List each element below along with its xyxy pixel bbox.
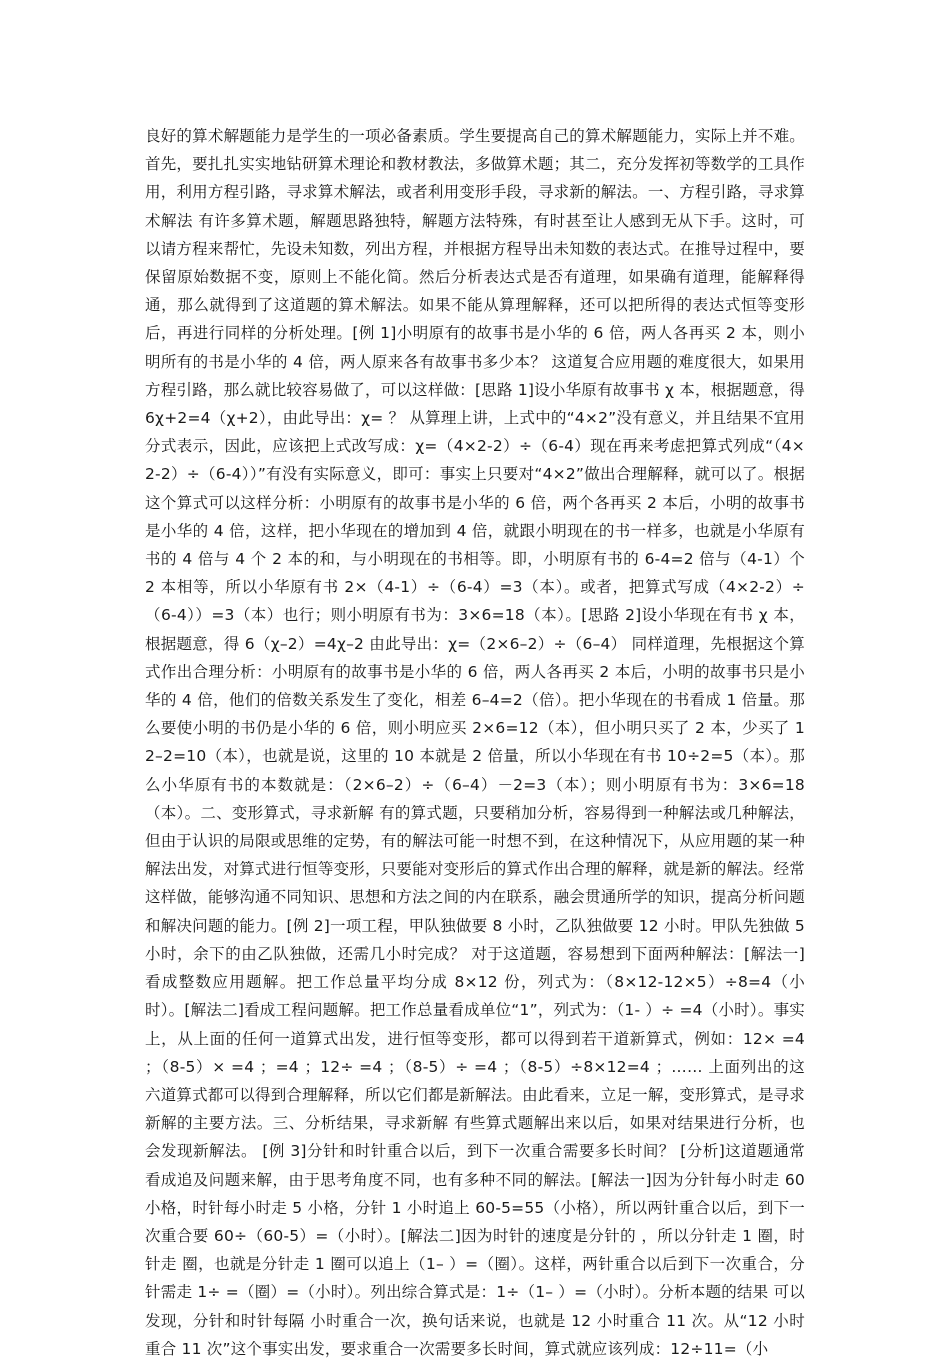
document-body-text: 良好的算术解题能力是学生的一项必备素质。学生要提高自己的算术解题能力，实际上并不难。首先，要扎扎实实地钻研算术理论和教材教法，多做算术题；其二，充分发挥初等数学的工具作用，利用方程引路，寻求算术解法，或者利用变形手段，寻求新的解法。一、方程引路，寻求算术解法 有许多算术题，解题思路独特，解题方法特殊，有时甚至让人感到无从下手。这时，可以请方程来帮忙，先设未知数，列出方程，并根据方程导出未知数的表达式。在推导过程中，要保留原始数据不变，原则上不能化简。然后分析表达式是否有道理，如果确有道理，能解释得通，那么就得到了这道题的算术解法。如果不能从算理解释，还可以把所得的表达式恒等变形后，再进行同样的分析处理。[例 1]小明原有的故事书是小华的 6 倍，两人各再买 2 本，则小明所有的书是小华的 4 倍，两人原来各有故事书多少本？ 这道复合应用题的难度很大，如果用方程引路，那么就比较容易做了，可以这样做：[思路 1]设小华原有故事书 χ 本，根据题意，得 6χ+2=4（χ+2），由此导出：χ= ？ 从算理上讲，上式中的“4×2”没有意义，并且结果不宜用分式表示，因此，应该把上式改写成：χ=（4×2-2）÷（6-4）现在再来考虑把算式列成“（4×2-2）÷（6-4））”有没有实际意义，即可：事实上只要对“4×2”做出合理解释，就可以了。根据这个算式可以这样分析：小明原有的故事书是小华的 6 倍，两个各再买 2 本后，小明的故事书是小华的 4 倍，这样，把小华现在的增加到 4 倍，就跟小明现在的书一样多，也就是小华原有书的 4 倍与 4 个 2 本的和，与小明现在的书相等。即，小明原有书的 6-4=2 倍与（4-1）个 2 本相等，所以小华原有书 2×（4-1）÷（6-4）=3（本）。或者，把算式写成（4×2-2）÷（6-4））=3（本）也行；则小明原有书为：3×6=18（本）。[思路 2]设小华现在有书 χ 本，根据题意，得 6（χ–2）=4χ–2 由此导出：χ=（2×6–2）÷（6–4） 同样道理，先根据这个算式作出合理分析：小明原有的故事书是小华的 6 倍，两人各再买 2 本后，小明的故事书只是小华的 4 倍，他们的倍数关系发生了变化，相差 6–4=2（倍）。把小华现在的书看成 1 倍量。那么要使小明的书仍是小华的 6 倍，则小明应买 2×6=12（本），但小明只买了 2 本，少买了 12–2=10（本），也就是说，这里的 10 本就是 2 倍量，所以小华现在有书 10÷2=5（本）。那么小华原有书的本数就是：（2×6–2）÷（6–4）－2=3（本）；则小明原有书为：3×6=18（本）。二、变形算式，寻求新解 有的算式题，只要稍加分析，容易得到一种解法或几种解法，但由于认识的局限或思维的定势，有的解法可能一时想不到，在这种情况下，从应用题的某一种解法出发，对算式进行恒等变形，只要能对变形后的算式作出合理的解释，就是新的解法。经常这样做，能够沟通不同知识、思想和方法之间的内在联系，融会贯通所学的知识，提高分析问题和解决问题的能力。[例 2]一项工程，甲队独做要 8 小时，乙队独做要 12 小时。甲队先独做 5 小时，余下的由乙队独做，还需几小时完成？ 对于这道题，容易想到下面两种解法：[解法一]看成整数应用题解。把工作总量平均分成 8×12 份，列式为：（8×12-12×5）÷8=4（小时）。[解法二]看成工程问题解。把工作总量看成单位“1”，列式为：（1- ）÷ =4（小时）。事实上，从上面的任何一道算式出发，进行恒等变形，都可以得到若干道新算式，例如：12× =4 ；（8-5）× =4 ；=4 ；12÷ =4 ；（8-5）÷ =4 ；（8-5）÷8×12=4 ；…… 上面列出的这六道算式都可以得到合理解释，所以它们都是新解法。由此看来，立足一解，变形算式，是寻求新解的主要方法。三、分析结果，寻求新解 有些算式题解出来以后，如果对结果进行分析，也会发现新解法。 [例 3]分针和时针重合以后，到下一次重合需要多长时间？ [分析]这道题通常看成追及问题来解，由于思考角度不同，也有多种不同的解法。[解法一]因为分针每小时走 60 小格，时针每小时走 5 小格，分针 1 小时追上 60-5=55（小格），所以两针重合以后，到下一次重合要 60÷（60-5）=（小时）。[解法二]因为时针的速度是分针的 ，所以分针走 1 圈，时针走 圈，也就是分针走 1 圈可以追上（1– ）=（圈）。这样，两针重合以后到下一次重合，分针需走 1÷ =（圈）=（小时）。列出综合算式是：1÷（1– ）=（小时）。分析本题的结果 可以发现，分针和时针每隔 小时重合一次，换句话来说，也就是 12 小时重合 11 次。从“12 小时重合 11 次”这个事实出发，要求重合一次需要多长时间，算式就应该列成：12÷11=（小 [145, 127, 805, 1358]
